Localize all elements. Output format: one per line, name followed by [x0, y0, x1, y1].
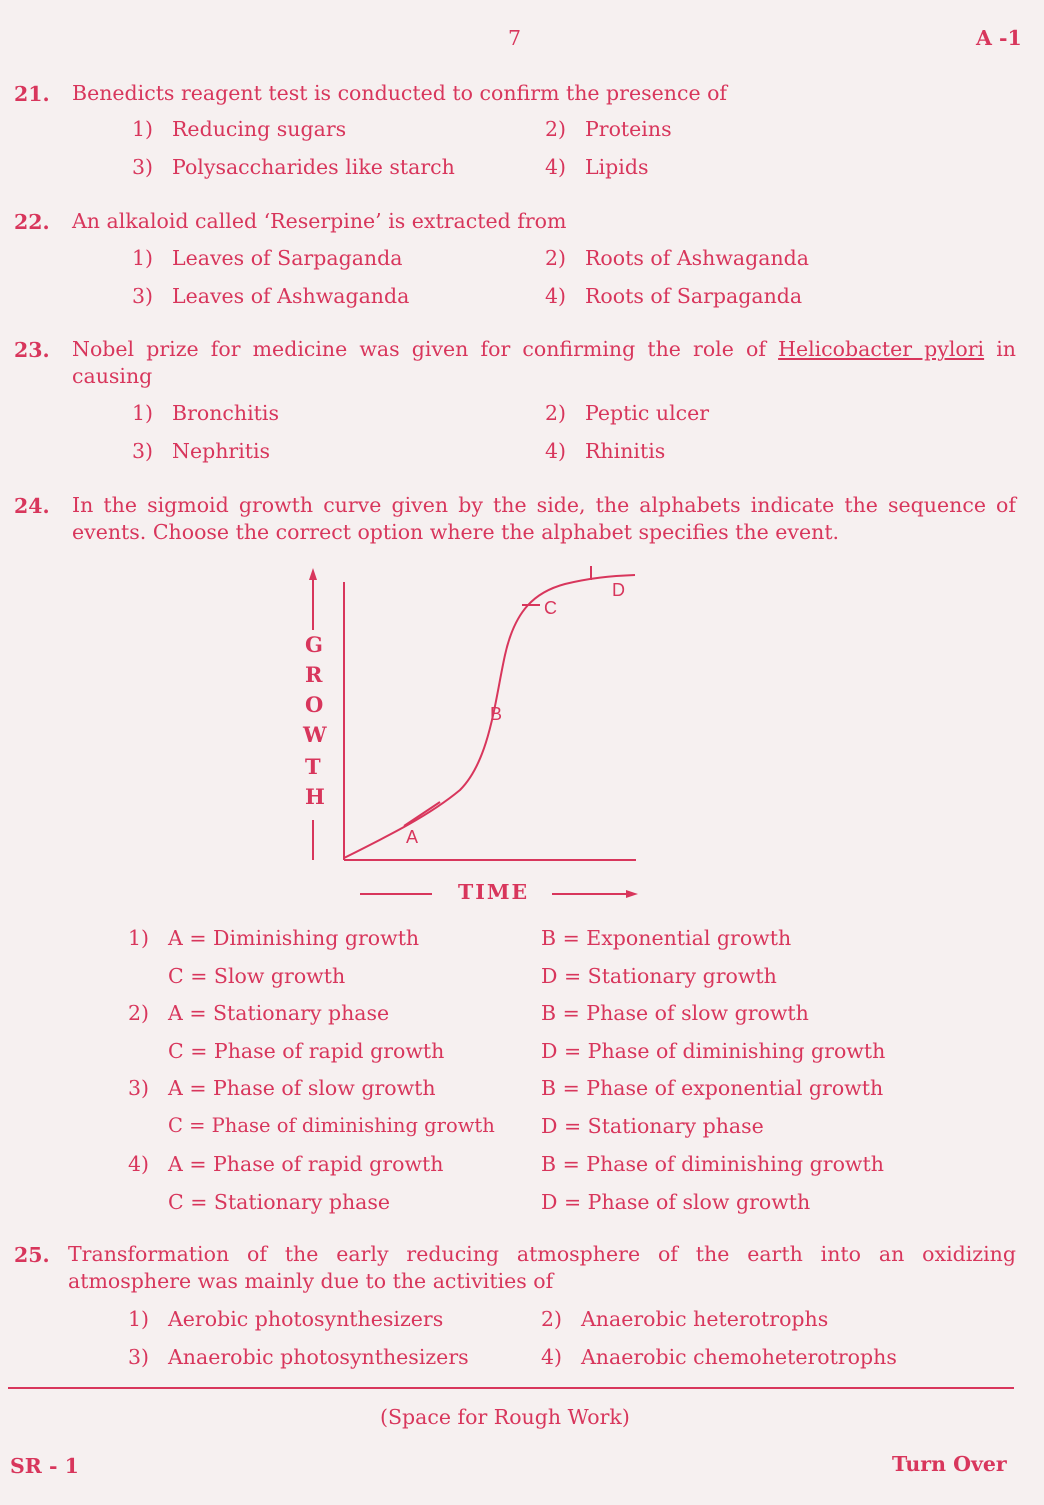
question-text: Nobel prize for medicine was given for confirming the role of Helicobacter pylori in causing	[72, 337, 1016, 388]
option-3-c: C = Phase of diminishing growth	[168, 1114, 495, 1137]
option-1[interactable]: 1) Leaves of Sarpaganda	[132, 246, 403, 270]
option-4-c: C = Stationary phase	[168, 1190, 391, 1214]
question-number: 22.	[14, 210, 50, 234]
turn-over-label: Turn Over	[892, 1452, 1007, 1476]
y-axis-letter: T	[305, 754, 321, 779]
question-text: Benedicts reagent test is conducted to confirm the presence of	[72, 81, 728, 105]
question-number: 21.	[14, 82, 50, 106]
option-2[interactable]: 2) Proteins	[545, 117, 672, 141]
series-code: SR - 1	[10, 1454, 79, 1478]
option-2-b: B = Phase of slow growth	[541, 1001, 809, 1025]
option-1[interactable]: 1) Reducing sugars	[132, 117, 347, 141]
question-number: 25.	[14, 1243, 50, 1267]
y-arrow-head	[309, 568, 317, 580]
y-axis-letter: O	[305, 692, 324, 717]
option-1-b: B = Exponential growth	[541, 926, 792, 950]
label-a: A	[406, 827, 419, 847]
time-arrow-head	[626, 890, 638, 898]
tick-a	[404, 802, 440, 826]
option-4[interactable]: 4) Anaerobic chemoheterotrophs	[541, 1345, 897, 1369]
question-number: 24.	[14, 494, 50, 518]
option-2[interactable]: 2) A = Stationary phase	[128, 1001, 390, 1025]
question-text: In the sigmoid growth curve given by the side, the alphabets indicate the sequence of events. Choose the correct option where the alphabet specifies the event.	[72, 493, 1016, 544]
option-3[interactable]: 3) Leaves of Ashwaganda	[132, 284, 410, 308]
label-b: B	[490, 704, 503, 724]
option-2[interactable]: 2) Roots of Ashwaganda	[545, 246, 810, 270]
option-4[interactable]: 4) Rhinitis	[545, 439, 666, 463]
label-d: D	[612, 580, 625, 600]
y-axis-letter: R	[305, 662, 323, 687]
option-1[interactable]: 1) A = Diminishing growth	[128, 926, 420, 950]
paper-code: A -1	[976, 26, 1022, 50]
option-3-d: D = Stationary phase	[541, 1114, 764, 1138]
y-axis-letter: W	[303, 722, 327, 747]
x-axis-label: TIME	[458, 880, 530, 904]
question-text: Transformation of the early reducing atmosphere of the earth into an oxidizing atmosphere was mainly due to the activities of	[68, 1242, 1016, 1293]
underlined-term: Helicobacter pylori	[778, 337, 985, 361]
y-axis-letter: H	[305, 784, 325, 809]
option-3-b: B = Phase of exponential growth	[541, 1076, 884, 1100]
option-2-d: D = Phase of diminishing growth	[541, 1039, 886, 1063]
rough-work-label: (Space for Rough Work)	[380, 1405, 630, 1429]
option-4-d: D = Phase of slow growth	[541, 1190, 811, 1214]
footer-divider	[8, 1387, 1014, 1389]
question-number: 23.	[14, 338, 50, 362]
option-2[interactable]: 2) Peptic ulcer	[545, 401, 710, 425]
question-text: An alkaloid called ‘Reserpine’ is extracted from	[72, 209, 567, 233]
option-4-b: B = Phase of diminishing growth	[541, 1152, 884, 1176]
option-2-c: C = Phase of rapid growth	[168, 1039, 445, 1063]
option-4[interactable]: 4) Roots of Sarpaganda	[545, 284, 803, 308]
y-axis-letter: G	[305, 632, 323, 657]
option-3[interactable]: 3) Anaerobic photosynthesizers	[128, 1345, 469, 1369]
option-3[interactable]: 3) Polysaccharides like starch	[132, 155, 455, 179]
option-3[interactable]: 3) A = Phase of slow growth	[128, 1076, 436, 1100]
label-c: C	[544, 598, 557, 618]
page-number: 7	[508, 26, 522, 50]
option-2[interactable]: 2) Anaerobic heterotrophs	[541, 1307, 829, 1331]
option-3[interactable]: 3) Nephritis	[132, 439, 271, 463]
option-1[interactable]: 1) Aerobic photosynthesizers	[128, 1307, 444, 1331]
option-4[interactable]: 4) A = Phase of rapid growth	[128, 1152, 444, 1176]
option-4[interactable]: 4) Lipids	[545, 155, 649, 179]
option-1-d: D = Stationary growth	[541, 964, 777, 988]
option-1[interactable]: 1) Bronchitis	[132, 401, 279, 425]
option-1-c: C = Slow growth	[168, 964, 346, 988]
